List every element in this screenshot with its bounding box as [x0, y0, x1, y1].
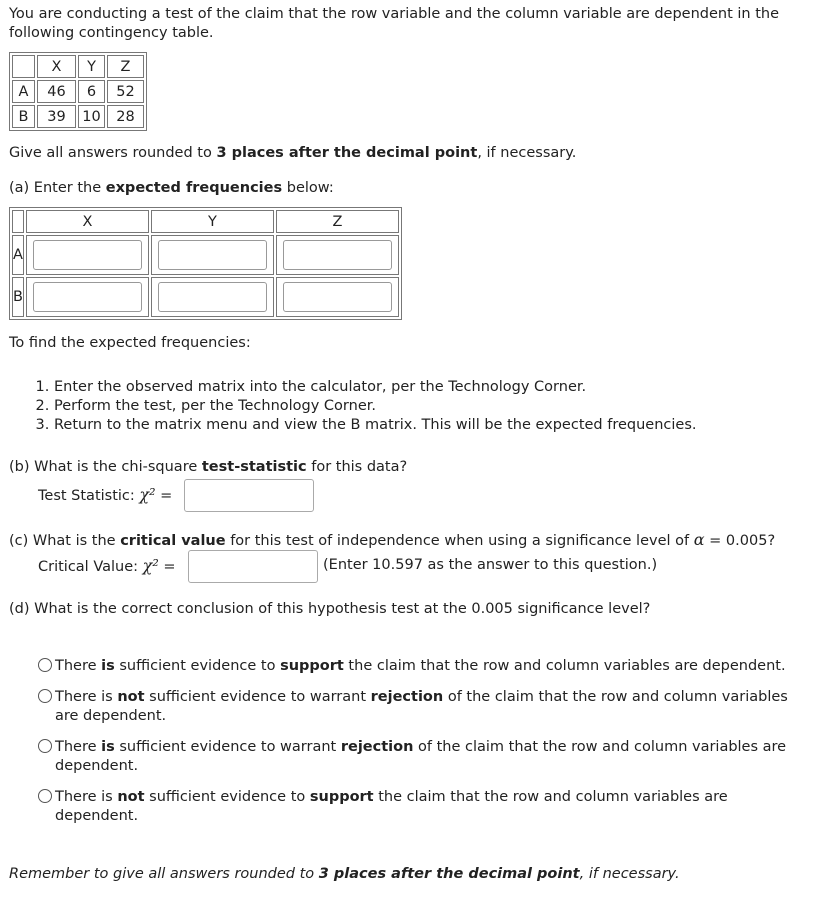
expected-col-header: X [26, 210, 149, 233]
expected-table [9, 207, 402, 320]
radio-button[interactable] [38, 689, 52, 703]
chi-square-symbol: χ² [139, 485, 156, 504]
observed-cell: 39 [37, 105, 76, 128]
observed-row-header: A [12, 80, 35, 103]
part-a-question: (a) Enter the expected frequencies below: [9, 180, 334, 196]
part-d-question: (d) What is the correct conclusion of this hypothesis test at the 0.005 significance level? [9, 601, 651, 617]
radio-button[interactable] [38, 739, 52, 753]
expected-col-header: Y [151, 210, 274, 233]
expected-input-b-z[interactable] [283, 282, 392, 312]
chi-square-symbol: χ² [142, 556, 159, 575]
help-step: 2. Perform the test, per the Technology Corner. [54, 397, 828, 416]
help-step: 1. Enter the observed matrix into the calculator, per the Technology Corner. [54, 378, 828, 397]
critical-value-label: Critical Value: χ² = [38, 556, 176, 575]
expected-help-title: To find the expected frequencies: [9, 335, 251, 351]
expected-input-b-x[interactable] [33, 282, 142, 312]
observed-table [9, 52, 147, 131]
conclusion-option-2[interactable]: There is not sufficient evidence to warrant rejection of the claim that the row and column variables are dependent. [38, 688, 798, 726]
observed-cell: 10 [78, 105, 105, 128]
expected-corner [12, 210, 24, 233]
expected-col-header: Z [276, 210, 399, 233]
observed-col-header: Z [107, 55, 144, 78]
expected-row-header: B [12, 277, 24, 317]
expected-input-b-y[interactable] [158, 282, 267, 312]
observed-cell: 28 [107, 105, 144, 128]
observed-row-header: B [12, 105, 35, 128]
alpha-symbol: α [693, 530, 705, 549]
problem-intro: You are conducting a test of the claim that the row variable and the column variable are dependent in the following contingency table. [9, 6, 780, 41]
critical-value-input[interactable] [188, 550, 318, 583]
critical-value-note: (Enter 10.597 as the answer to this question.) [323, 557, 658, 573]
observed-corner [12, 55, 35, 78]
conclusion-option-1[interactable]: There is sufficient evidence to support the claim that the row and column variables are dependent. [38, 657, 798, 676]
expected-input-a-y[interactable] [158, 240, 267, 270]
help-step: 3. Return to the matrix menu and view the B matrix. This will be the expected frequencies. [54, 416, 828, 435]
expected-input-a-x[interactable] [33, 240, 142, 270]
radio-button[interactable] [38, 789, 52, 803]
part-c-question: (c) What is the critical value for this test of independence when using a significance level of α = 0.005? [9, 530, 776, 549]
rounding-reminder: Remember to give all answers rounded to 3 places after the decimal point, if necessary. [9, 866, 680, 882]
expected-input-a-z[interactable] [283, 240, 392, 270]
expected-help-steps [9, 378, 828, 435]
observed-cell: 46 [37, 80, 76, 103]
test-statistic-label: Test Statistic: χ² = [38, 485, 173, 504]
radio-button[interactable] [38, 658, 52, 672]
observed-cell: 52 [107, 80, 144, 103]
observed-cell: 6 [78, 80, 105, 103]
conclusion-option-4[interactable]: There is not sufficient evidence to support the claim that the row and column variables are dependent. [38, 788, 798, 826]
part-b-question: (b) What is the chi-square test-statistic for this data? [9, 459, 408, 475]
observed-col-header: X [37, 55, 76, 78]
conclusion-option-3[interactable]: There is sufficient evidence to warrant rejection of the claim that the row and column variables are dependent. [38, 738, 798, 776]
test-statistic-input[interactable] [184, 479, 314, 512]
observed-col-header: Y [78, 55, 105, 78]
rounding-instruction: Give all answers rounded to 3 places after the decimal point, if necessary. [9, 145, 577, 161]
expected-row-header: A [12, 235, 24, 275]
